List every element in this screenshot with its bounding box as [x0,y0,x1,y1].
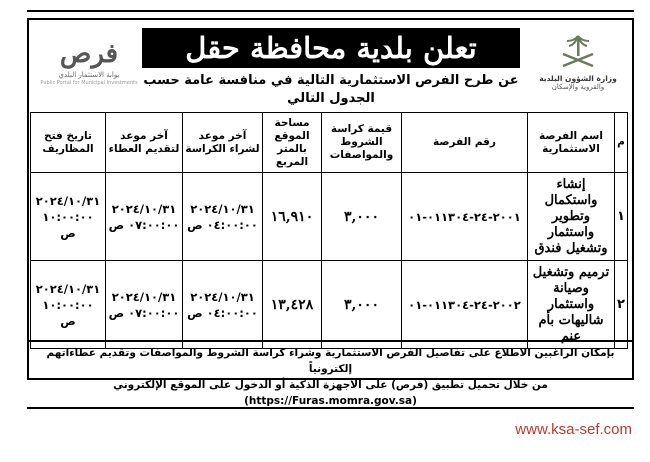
table-row [31,173,628,261]
buy-deadline-time: ٠٤:٠٠:٠٠ ص [187,217,258,232]
ministry-name: وزارة الشؤون البلدية [539,74,617,83]
buy-deadline [183,173,263,261]
header-submit-deadline: آخر موعد لتقديم العطاء [106,113,183,173]
opening-date-time: ١٠:٠٠:٠٠ ص [42,297,94,328]
site-area: ١٣,٤٢٨ [263,261,322,349]
row-num: ٢ [615,261,628,349]
submit-deadline-time: ٠٧:٠٠:٠٠ ص [108,305,180,320]
palm-swords-emblem-icon [555,32,601,72]
furas-tagline: بوابة الاستثمار البلدي [58,71,120,79]
opportunity-name: إنشاء واستكمال وتطوير واستثمار وتشغيل فندق [528,173,615,261]
header-name: اسم الفرصة الاستثمارية [528,113,615,173]
header-area: مساحة الموقع بالمتر المربع [263,113,322,173]
page-subtitle: عن طرح الفرص الاستثمارية التالية في منافسة عامة حسب الجدول التالي [143,73,519,106]
opening-date-date: ٢٠٢٤/١٠/٣١ [35,281,101,296]
opening-date-date: ٢٠٢٤/١٠/٣١ [35,193,101,208]
buy-deadline-date: ٢٠٢٤/١٠/٣١ [190,289,255,304]
opening-date [31,261,106,349]
announcement-frame [27,18,634,407]
footer-line-1: بإمكان الراغبين الاطلاع على تفاصيل الفرص الاستثمارية وشراء كراسة الشروط والمواصفات وتقديم عطاءاتهم إلكترونياً [46,347,615,375]
buy-deadline-date: ٢٠٢٤/١٠/٣١ [190,201,255,216]
submit-deadline [106,173,183,261]
site-url-link[interactable]: www.ksa-sef.com [515,421,632,438]
furas-wordmark: فرص [59,39,119,69]
table-row [31,261,628,349]
submit-deadline-date: ٢٠٢٤/١٠/٣١ [111,201,177,216]
footer-note [29,340,632,407]
header-id: رقم الفرصة [402,113,528,173]
header-value: قيمة كراسة الشروط والمواصفات [322,113,402,173]
header-opening-date: تاريخ فتح المظاريف [31,113,106,173]
booklet-value: ٣,٠٠٠ [322,173,402,261]
bottom-rule [27,407,634,409]
opening-date [31,173,106,261]
announcement-header [33,24,628,108]
row-num: ١ [615,173,628,261]
site-area: ١٦,٩١٠ [263,173,322,261]
furas-logo [39,32,139,104]
furas-tagline-en: Public Portal for Municipal Investments [40,80,138,86]
header-num: م [615,113,628,173]
booklet-value: ٣,٠٠٠ [322,261,402,349]
submit-deadline-time: ٠٧:٠٠:٠٠ ص [108,217,180,232]
buy-deadline [183,261,263,349]
header-buy-deadline: آخر موعد لشراء الكراسة [183,113,263,173]
top-rule [27,10,634,12]
ministry-logo [534,32,622,102]
opening-date-time: ١٠:٠٠:٠٠ ص [42,209,94,240]
footer-line-2: من خلال تحميل تطبيق (فرص) على الأجهزة الذكية أو الدخول على الموقع الإلكتروني (https://Furas.momra.gov.sa) [113,379,548,407]
ministry-name-sub: والقروية والإسكان [551,83,605,91]
page-title: تعلن بلدية محافظة حقل [142,28,520,68]
buy-deadline-time: ٠٤:٠٠:٠٠ ص [187,305,258,320]
opportunities-table [30,112,628,349]
opportunity-name: ترميم وتشغيل وصيانة واستثمار شاليهات بأم عنم [528,261,615,349]
opportunity-id: ٢٠٠١-٢٤-٠١١٣٠٤-٠١ [402,173,528,261]
submit-deadline [106,261,183,349]
table-header-row [31,113,628,173]
submit-deadline-date: ٢٠٢٤/١٠/٣١ [111,289,177,304]
opportunity-id: ٢٠٠٢-٢٤-٠١١٣٠٤-٠١ [402,261,528,349]
